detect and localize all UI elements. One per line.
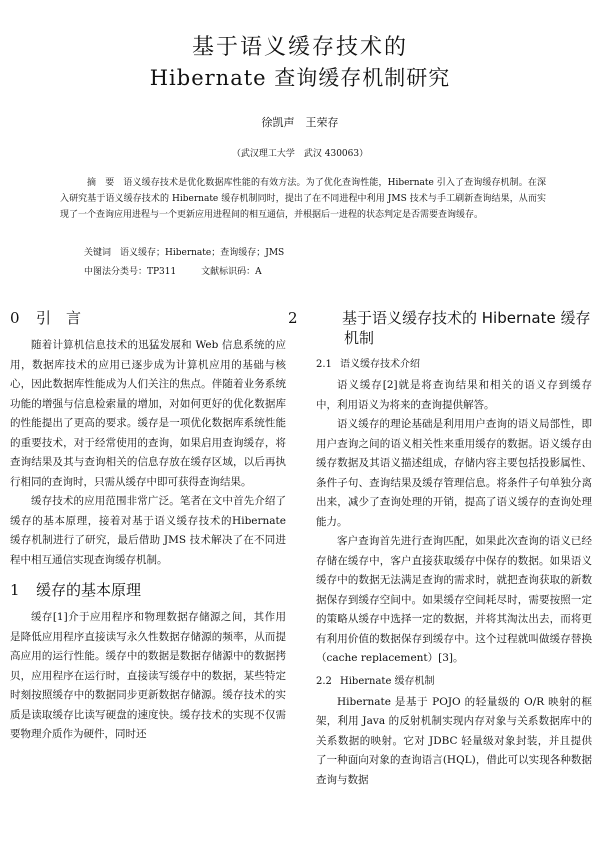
affiliation: （武汉理工大学 武汉 430063） (231, 149, 369, 159)
section-title: 引 言 (36, 309, 82, 327)
subsection-title: 语义缓存技术介绍 (340, 359, 420, 370)
section-number: 2 (288, 309, 298, 327)
subsection-2-1-heading (316, 356, 592, 374)
authors: 徐凯声 王荣存 (261, 116, 339, 129)
subsection-number: 2.1 (316, 359, 332, 370)
paragraph: 缓存技术的应用范围非常广泛。笔者在文中首先介绍了缓存的基本原理，接着对基于语义缓存技术的Hibernate 缓存机制进行了研究，最后借助 JMS 技术解决了在不同进程中相互通信实现查询缓存机制。 (10, 495, 286, 566)
right-column (288, 308, 592, 790)
paper-title-line1: 基于语义缓存技术的 (191, 35, 408, 60)
paragraph: Hibernate 是基于 POJO 的轻量级的 O/R 映射的框架，利用 Java 的反射机制实现内存对象与关系数据库中的关系数据的映射。它对 JDBC 轻量级对象封装，并且提供了一种面向对象的查询语言(HQL)，借此可以实现各种数据查询与数据 (316, 695, 592, 786)
section-number: 0 (10, 309, 20, 327)
subsection-title: Hibernate 缓存机制 (340, 675, 435, 687)
subsection-2-2-heading (316, 673, 592, 691)
left-column (10, 308, 286, 745)
section-cache-heading (10, 580, 286, 600)
paragraph: 缓存[1]介于应用程序和物理数据存储源之间，其作用是降低应用程序直接读写永久性数据存储源的频率，从而提高应用的运行性能。缓存中的数据是数据存储源中的数据拷贝，应用程序在运行时，直接读写缓存中的数据，某些特定时刻按照缓存中的数据同步更新数据存储源。缓存技术的实质是读取缓存比读写硬盘的速度快。缓存技术的实现不仅需要物理介质作为硬件，同时还 (10, 611, 286, 740)
paper-title-line2: Hibernate 查询缓存机制研究 (149, 66, 451, 90)
document-code: 文献标识码：A (201, 267, 262, 277)
section-title: 缓存的基本原理 (36, 581, 142, 599)
classification-line (84, 264, 284, 277)
keywords: 关键词 语义缓存；Hibernate；查询缓存；JMS (84, 248, 285, 258)
paragraph: 随着计算机信息技术的迅猛发展和 Web 信息系统的应用，数据库技术的应用已逐步成为计算机应用的基础与核心，因此数据库性能成为人们关注的焦点。伴随着业务系统功能的增强与信息检索量的增加，对如何更好的优化数据库的性能提出了更高的要求。缓存是一项优化数据库系统性能的重要技术，对于经常使用的查询，如果启用查询缓存，将查询结果及其与查询相关的信息存放在缓存区域，以后再执行相同的查询时，只需从缓存中即可获得查询结果。 (10, 339, 286, 488)
section-intro-heading (10, 308, 286, 328)
section-number: 1 (10, 581, 20, 599)
paragraph: 客户查询首先进行查询匹配，如果此次查询的语义已经存储在缓存中，客户直接获取缓存中保存的数据。如果语义缓存中的数据无法满足查询的需求时，就把查询获取的新数据保存到缓存空间中。如果缓存空间耗尽时，需要按照一定的策略从缓存中选择一定的数据，并将其淘汰出去，而将更有利用价值的数据保存到缓存中。这个过程就叫做缓存替换（cache replacement）[3]。 (316, 535, 592, 664)
paragraph: 语义缓存[2]就是将查询结果和相关的语义存到缓存中，利用语义为将来的查询提供解答。 (316, 379, 592, 411)
section-title: 基于语义缓存技术的 Hibernate 缓存机制 (342, 309, 591, 347)
clc-number: 中图法分类号：TP311 (84, 267, 177, 277)
paragraph: 语义缓存的理论基础是利用用户查询的语义局部性，即用户查询之间的语义相关性来重用缓存的数据。语义缓存由缓存数据及其语义描述组成，存储内容主要包括投影属性、条件子句、查询结果及缓存管理信息。将条件子句单独分离出来，减少了查询处理的开销，提高了语义缓存的查询处理能力。 (316, 418, 592, 528)
subsection-number: 2.2 (316, 675, 332, 687)
abstract: 摘 要 语义缓存技术是优化数据库性能的有效方法。为了优化查询性能，Hibernate 引入了查询缓存机制。在深入研究基于语义缓存技术的 Hibernate 缓存机制同时，提出了在不同进程中利用 JMS 技术与手工刷新查询结果，从而实现了一个查询应用进程与一个更新应用进程间的相互通信，并根据后一进程的状态判定是否需要查询缓存。 (60, 178, 546, 220)
section-semantic-heading (288, 308, 592, 348)
